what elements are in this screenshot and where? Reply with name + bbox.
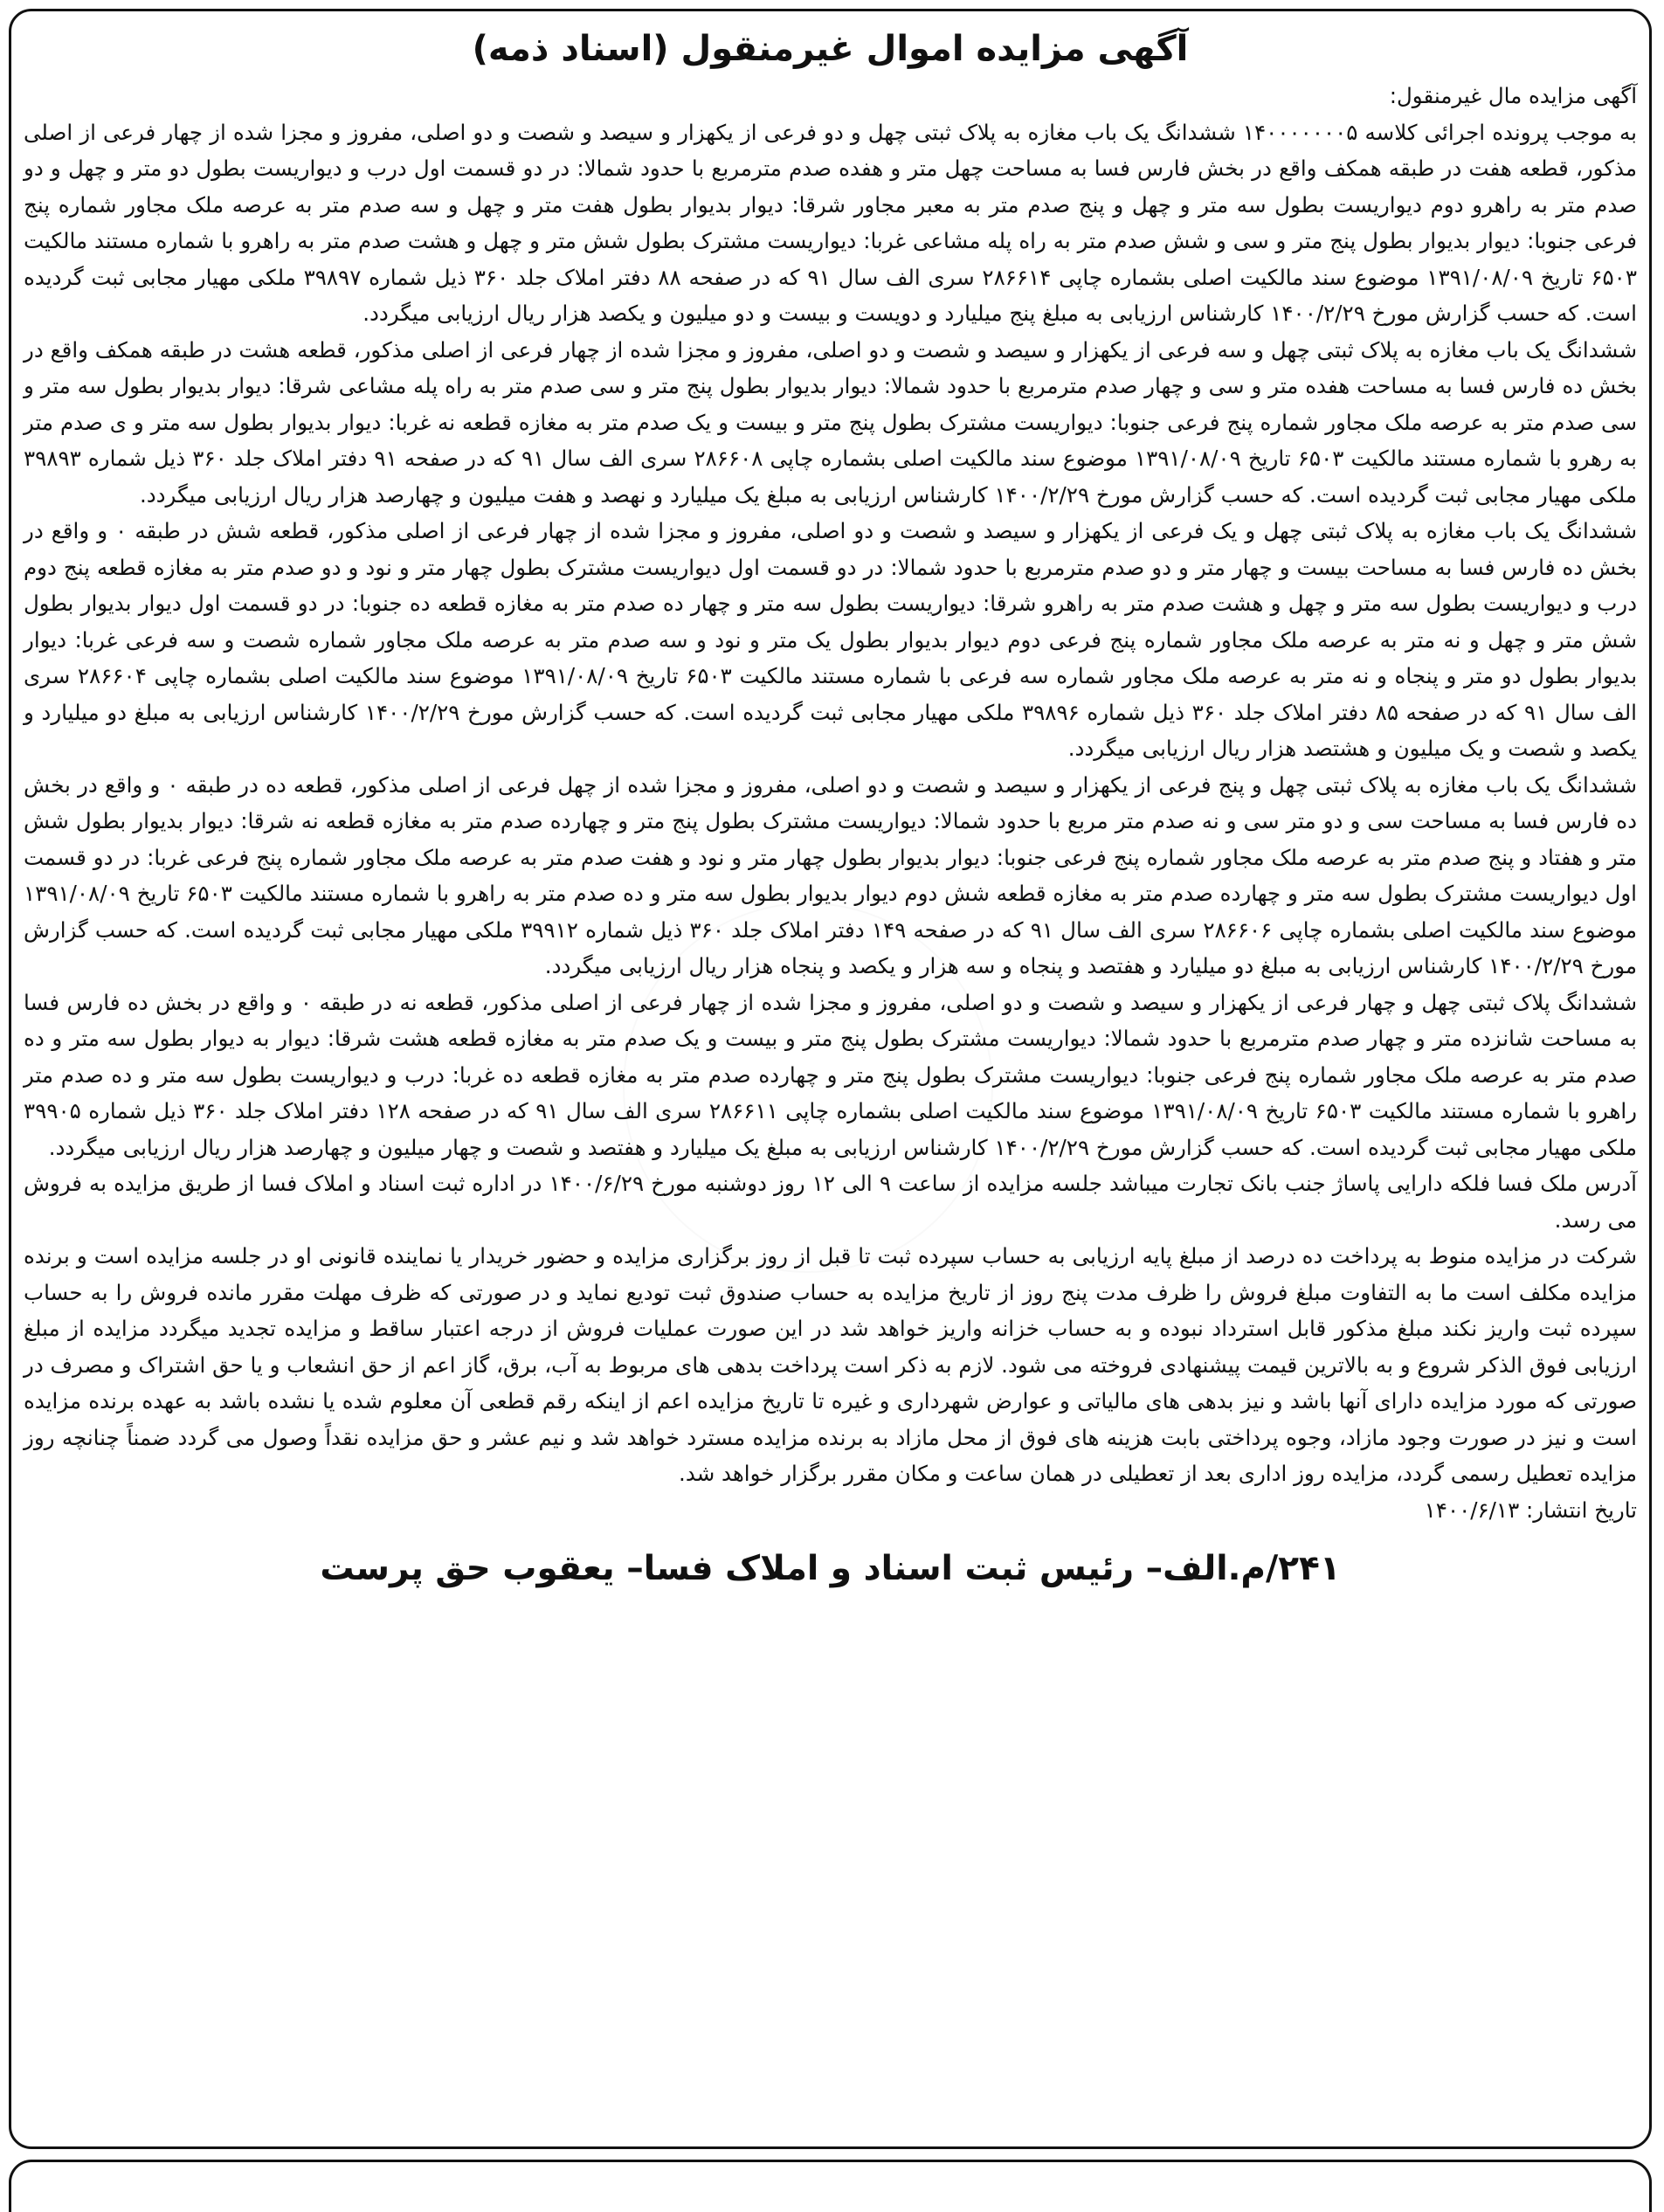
auction-terms: شرکت در مزایده منوط به پرداخت ده درصد از مبلغ پایه ارزیابی به حساب سپرده ثبت تا قبل از روز برگزاری مزایده و حضور خریدار یا نماینده قانونی او در جلسه مزایده است و برنده مزایده مکلف است ما به التفاوت مبلغ فروش را ظرف مدت پنج روز از تاریخ مزایده به حساب صندوق ثبت تودیع نماید و در صورتی که ظرف مهلت مقرر مانده فروش را به حساب سپرده ثبت واریز نکند مبلغ مذکور قابل استرداد نبوده و به حساب خزانه واریز خواهد شد در این صورت عملیات فروش از درجه اعتبار ساقط و مزایده تجدید میگردد مزایده از مبلغ ارزیابی فوق الذکر شروع و به بالاترین قیمت پیشنهادی فروخته می شود. لازم به ذکر است پرداخت بدهی های مربوط به آب، برق، گاز اعم از حق انشعاب و یا حق اشتراک و مصرف در صورتی که مورد مزایده دارای آنها باشد و نیز بدهی های مالیاتی و عوارض شهرداری و غیره تا تاریخ مزایده اعم از اینکه رقم قطعی آن معلوم شده یا نشده باشد به عهده برنده مزایده است و نیز در صورت وجود مازاد، وجوه پرداختی بابت هزینه های فوق از محل مازاد به برنده مزایده مسترد خواهد شد و نیم عشر و حق مزایده نقداً وصول می گردد ضمناً چنانچه روز مزایده تعطیل رسمی گردد، مزایده روز اداری بعد از تعطیلی در همان ساعت و مکان مقرر برگزار خواهد شد. (24, 1243, 1637, 1486)
notice-intro: آگهی مزایده مال غیرمنقول: (1389, 83, 1637, 108)
property-item-2: ششدانگ یک باب مغازه به پلاک ثبتی چهل و سه فرعی از یکهزار و سیصد و شصت و دو اصلی، مفروز و مجزا شده از چهار فرعی از اصلی مذکور، قطعه هشت در طبقه همکف واقع در بخش ده فارس فسا به مساحت هفده متر و سی و چهار صدم مترمربع با حدود شمالا: دیوار بدیوار بطول پنج متر و سی صدم متر به راه پله مشاعی شرقا: دیوار بدیوار بطول سه متر و سی صدم متر به عرصه ملک مجاور شماره پنج فرعی جنوبا: دیواریست مشترک بطول پنج متر و بیست و یک صدم متر به مغازه قطعه نه غربا: دیوار بدیوار بطول سه متر و ی صدم متر به رهرو با شماره مستند مالکیت ۶۵۰۳ تاریخ ۱۳۹۱/۰۸/۰۹ موضوع سند مالکیت اصلی بشماره چاپی ۲۸۶۶۰۸ سری الف سال ۹۱ که در صفحه ۹۱ دفتر املاک جلد ۳۶۰ ذیل شماره ۳۹۸۹۳ ملکی مهیار مجابی ثبت گردیده است. که حسب گزارش مورخ ۱۴۰۰/۲/۲۹ کارشناس ارزیابی به مبلغ یک میلیارد و نهصد و هفت میلیون و چهارصد هزار ریال ارزیابی میگردد. (24, 336, 1637, 508)
auction-address: آدرس ملک فسا فلکه دارایی پاساژ جنب بانک تجارت میباشد جلسه مزایده از ساعت ۹ الی ۱۲ روز دوشنبه مورخ ۱۴۰۰/۶/۲۹ در اداره ثبت اسناد و املاک فسا از طریق مزایده به فروش می رسد. (24, 1171, 1637, 1233)
notice-title: آگهی مزایده اموال غیرمنقول (اسناد ذمه) (472, 29, 1189, 69)
property-item-3: ششدانگ یک باب مغازه به پلاک ثبتی چهل و یک فرعی از یکهزار و سیصد و شصت و دو اصلی، مفروز و مجزا شده از چهار فرعی از اصلی مذکور، قطعه شش در طبقه ۰ و واقع در بخش ده فارس فسا به مساحت بیست و چهار متر و دو صدم مترمربع با حدود شمالا: در دو قسمت اول دیواریست مشترک بطول چهار متر و نود و دو صدم متر به مغازه قطعه پنج دوم درب و دیواریست بطول سه متر و چهل و هشت صدم متر به راهرو شرقا: دیواریست بطول سه متر و چهار ده صدم متر به مغازه قطعه ده جنوبا: در دو قسمت اول دیوار بدیوار بطول شش متر و چهل و نه متر به عرصه ملک مجاور شماره پنج فرعی دوم دیوار بدیوار بطول یک متر و نود و سه صدم متر به عرصه ملک مجاور شماره شصت و سه فرعی غربا: دیوار بدیوار بطول دو متر و پنجاه و نه متر به عرصه ملک مجاور شماره سه فرعی با شماره مستند مالکیت ۶۵۰۳ تاریخ ۱۳۹۱/۰۸/۰۹ موضوع سند مالکیت اصلی بشماره چاپی ۲۸۶۶۰۴ سری الف سال ۹۱ که در صفحه ۸۵ دفتر املاک جلد ۳۶۰ ذیل شماره ۳۹۸۹۶ ملکی مهیار مجابی ثبت گردیده است. که حسب گزارش مورخ ۱۴۰۰/۲/۲۹ کارشناس ارزیابی به مبلغ دو میلیارد و یکصد و شصت و یک میلیون و هشتصد هزار ریال ارزیابی میگردد. (24, 518, 1638, 761)
next-notice-frame (9, 2160, 1652, 2212)
property-item-5: ششدانگ پلاک ثبتی چهل و چهار فرعی از یکهزار و سیصد و شصت و دو اصلی، مفروز و مجزا شده از چهار فرعی از اصلی مذکور، قطعه نه در طبقه ۰ و واقع در بخش ده فارس فسا به مساحت شانزده متر و چهار صدم مترمربع با حدود شمالا: دیواریست مشترک بطول پنج متر و بیست و یک صدم متر به مغازه قطعه هشت شرقا: دیوار به دیوار بطول سه متر و ده صدم متر به عرصه ملک مجاور شماره پنج فرعی جنوبا: دیواریست مشترک بطول پنج متر و چهارده صدم متر به مغازه قطعه ده غربا: درب و دیواریست بطول سه متر و ده صدم متر راهرو با شماره مستند مالکیت ۶۵۰۳ تاریخ ۱۳۹۱/۰۸/۰۹ موضوع سند مالکیت اصلی بشماره چاپی ۲۸۶۶۱۱ سری الف سال ۹۱ که در صفحه ۱۲۸ دفتر املاک جلد ۳۶۰ ذیل شماره ۳۹۹۰۵ ملکی مهیار مجابی ثبت گردیده است. که حسب گزارش مورخ ۱۴۰۰/۲/۲۹ کارشناس ارزیابی به مبلغ یک میلیارد و هفتصد و شصت و چهار میلیون و چهارصد هزار ریال ارزیابی میگردد. (24, 989, 1638, 1160)
notice-frame (9, 9, 1652, 2149)
publish-date: تاریخ انتشار: ۱۴۰۰/۶/۱۳ (1424, 1497, 1637, 1523)
property-item-4: ششدانگ یک باب مغازه به پلاک ثبتی چهل و پنج فرعی از یکهزار و سیصد و شصت و دو اصلی، مفروز و مجزا شده از چهل فرعی از اصلی مذکور، قطعه ده در طبقه ۰ و واقع در بخش ده فارس فسا به مساحت سی و دو متر سی و نه صدم متر مربع با حدود شمالا: دیواریست مشترک بطول پنج متر و چهارده صدم متر به مغازه قطعه نه شرقا: دیوار بدیوار بطول شش متر و هفتاد و پنج صدم متر به عرصه ملک مجاور شماره پنج فرعی جنوبا: دیوار بدیوار بطول چهار متر و نود و هفت صدم متر به عرصه ملک مجاور شماره پنج فرعی غربا: در دو قسمت اول دیواریست مشترک بطول سه متر و چهارده صدم متر به مغازه قطعه شش دوم دیوار بدیوار بطول سه متر و ده صدم متر به راهرو با شماره مستند مالکیت ۶۵۰۳ تاریخ ۱۳۹۱/۰۸/۰۹ موضوع سند مالکیت اصلی بشماره چاپی ۲۸۶۶۰۶ سری الف سال ۹۱ که در صفحه ۱۴۹ دفتر املاک جلد ۳۶۰ ذیل شماره ۳۹۹۱۲ ملکی مهیار مجابی ثبت گردیده است. که حسب گزارش مورخ ۱۴۰۰/۲/۲۹ کارشناس ارزیابی به مبلغ دو میلیارد و هفتصد و پنجاه و سه هزار و یکصد و پنجاه هزار ریال ارزیابی میگردد. (24, 771, 1637, 978)
notice-signature: ۲۴۱/م.الف– رئیس ثبت اسناد و املاک فسا– یعقوب حق پرست (320, 1549, 1341, 1588)
property-item-1: به موجب پرونده اجرائی کلاسه ۱۴۰۰۰۰۰۰۰۵ ششدانگ یک باب مغازه به پلاک ثبتی چهل و دو فرعی از یکهزار و سیصد و شصت و دو اصلی، مفروز و مجزا شده از چهار فرعی از اصلی مذکور، قطعه هفت در طبقه همکف واقع در بخش فارس فسا به مساحت چهل متر و هفده صدم مترمربع با حدود شمالا: در دو قسمت اول درب و دیواریست بطول دو متر و چهل و دو صدم متر به راهرو دوم دیواریست بطول سه متر و چهل و پنج صدم متر به معبر مجاور شرقا: دیوار بدیوار بطول هفت متر و چهل و سه صدم متر به عرصه ملک مجاور شماره پنج فرعی جنوبا: دیوار بدیوار بطول پنج متر و سی و شش صدم متر به راه پله مشاعی غربا: دیواریست مشترک بطول شش متر و چهل و هشت صدم متر به راهرو با شماره مستند مالکیت ۶۵۰۳ تاریخ ۱۳۹۱/۰۸/۰۹ موضوع سند مالکیت اصلی بشماره چاپی ۲۸۶۶۱۴ سری الف سال ۹۱ که در صفحه ۸۸ دفتر املاک جلد ۳۶۰ ذیل شماره ۳۹۸۹۷ ملکی مهیار مجابی ثبت گردیده است. که حسب گزارش مورخ ۱۴۰۰/۲/۲۹ کارشناس ارزیابی به مبلغ پنج میلیارد و دویست و بیست و دو میلیون و یکصد هزار ریال ارزیابی میگردد. (24, 119, 1637, 326)
notice-body (11, 78, 1649, 1528)
